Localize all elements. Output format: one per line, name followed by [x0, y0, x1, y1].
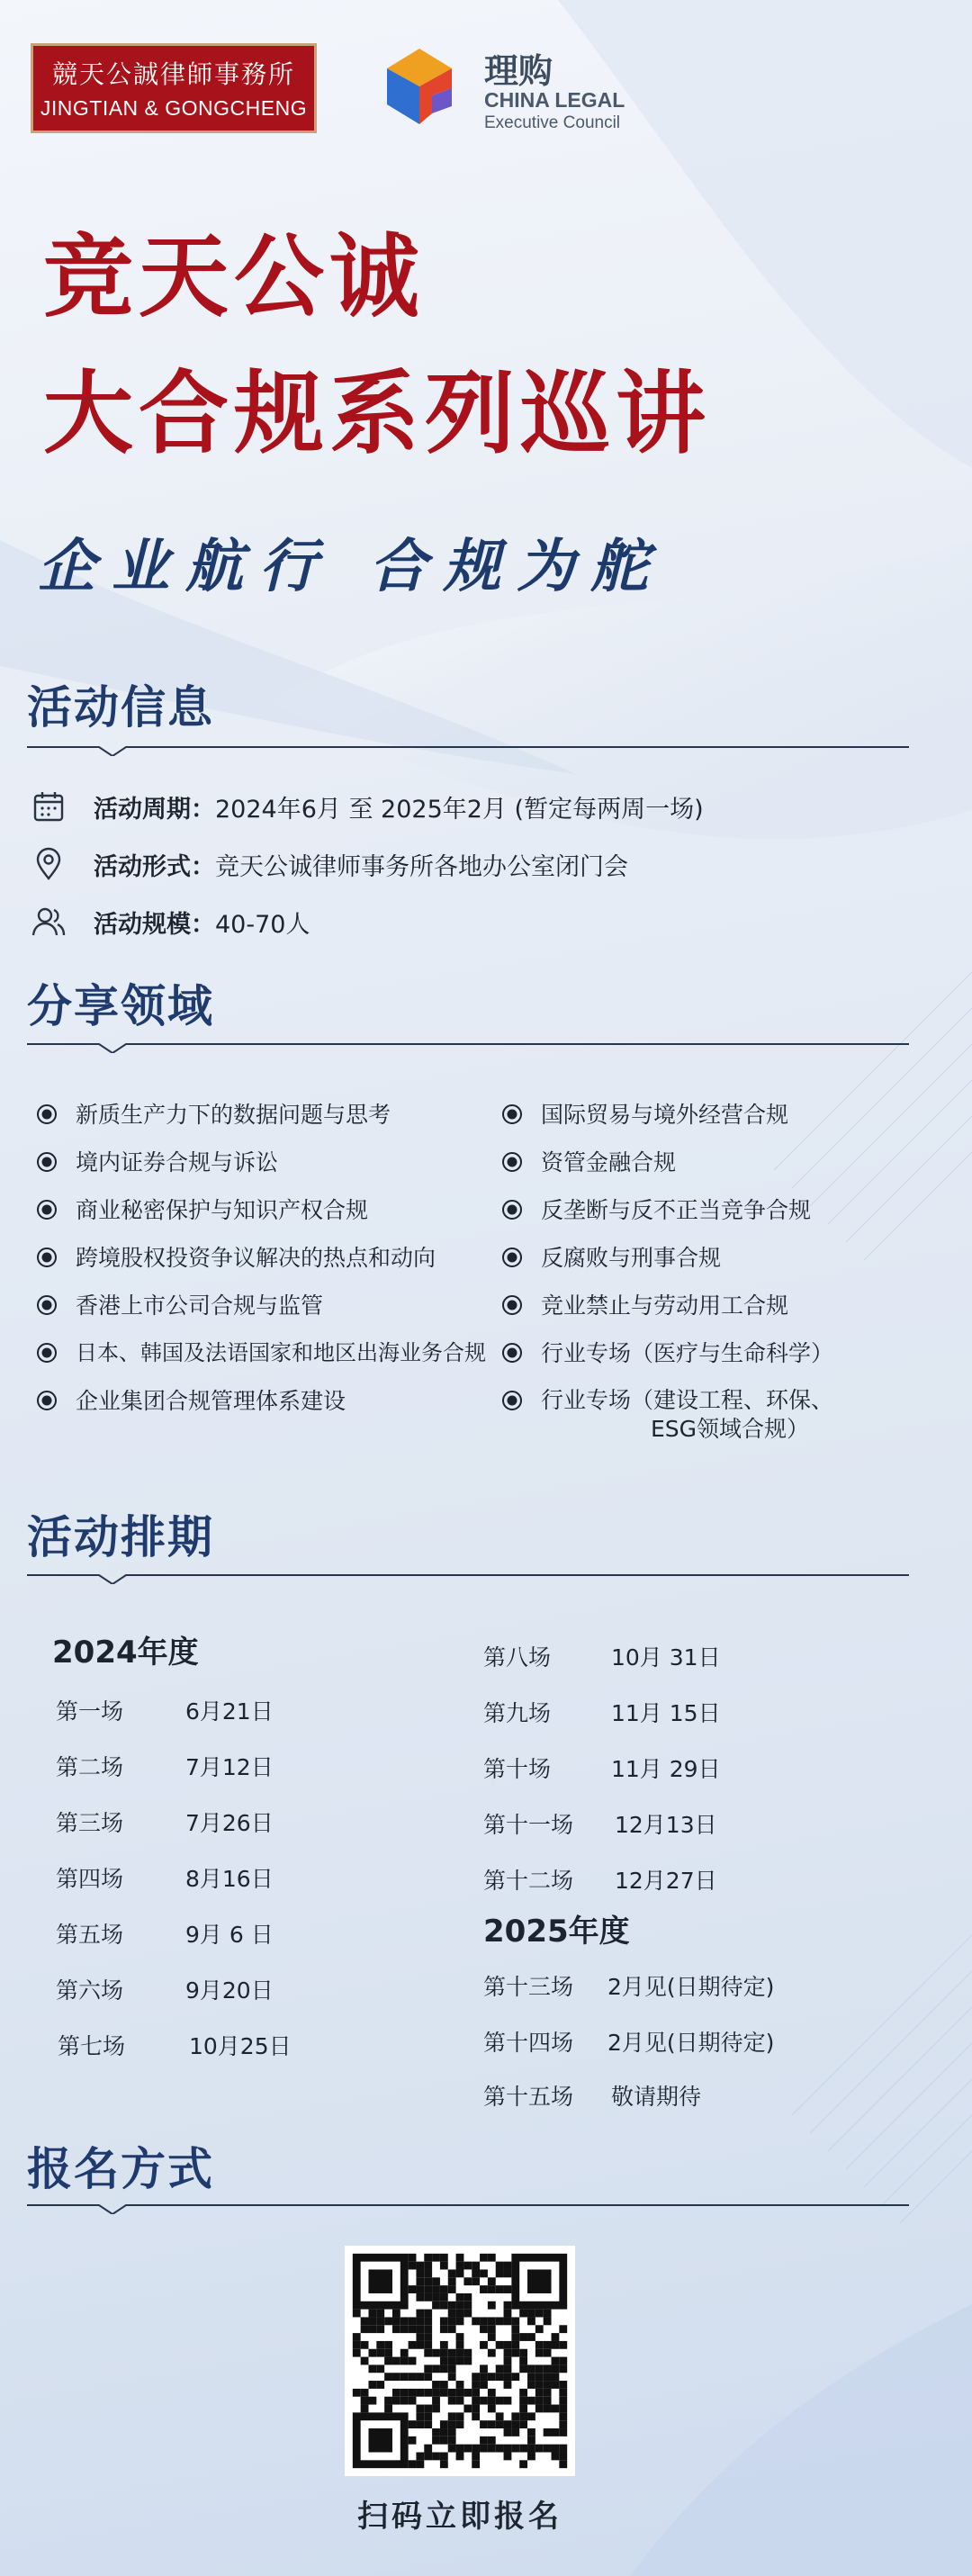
session-name: 第四场 — [56, 1866, 124, 1892]
topic-text: 商业秘密保护与知识产权合规 — [76, 1197, 369, 1223]
session-date: 7月12日 — [185, 1754, 274, 1780]
session-date: 7月26日 — [185, 1810, 274, 1836]
session-date: 11月 29日 — [611, 1756, 721, 1782]
headline-line-2: 大合规系列巡讲 — [43, 361, 711, 466]
schedule-row — [483, 1696, 721, 1728]
topic-text: ESG领域合规） — [651, 1416, 810, 1442]
session-date: 8月16日 — [185, 1866, 274, 1892]
topic-text: 反腐败与刑事合规 — [541, 1245, 722, 1271]
topic-text: 跨境股权投资争议解决的热点和动向 — [76, 1245, 436, 1271]
session-name: 第三场 — [56, 1810, 124, 1836]
topic-text: 境内证券合规与诉讼 — [76, 1149, 279, 1175]
section-title-topics: 分享领域 — [27, 980, 214, 1032]
jingtian-logo-cn: 競天公誠律師事務所 — [51, 59, 295, 89]
schedule-row — [483, 2025, 775, 2058]
topic-text: 行业专场（建设工程、环保、 — [541, 1387, 834, 1413]
session-date: 2月见(日期待定) — [608, 2030, 775, 2056]
schedule-row — [56, 1861, 274, 1894]
session-name: 第五场 — [56, 1922, 124, 1948]
session-name: 第七场 — [58, 2033, 126, 2059]
info-label: 活动形式： — [94, 852, 215, 881]
topic-text: 日本、韩国及法语国家和地区出海业务合规 — [76, 1340, 486, 1365]
schedule-row — [483, 1752, 721, 1784]
schedule-row — [483, 1969, 775, 2002]
session-name: 第一场 — [56, 1698, 124, 1725]
session-name: 第十场 — [483, 1756, 552, 1782]
china-legal-en2: Executive Council — [484, 113, 621, 132]
schedule-row — [56, 1694, 274, 1726]
topic-text: 国际贸易与境外经营合规 — [541, 1102, 789, 1128]
session-date: 12月27日 — [615, 1868, 717, 1894]
session-name: 第十一场 — [483, 1812, 574, 1838]
schedule-row — [483, 1807, 717, 1840]
session-name: 第六场 — [56, 1977, 124, 2004]
topic-text: 企业集团合规管理体系建设 — [76, 1388, 346, 1414]
schedule-row — [483, 1640, 721, 1672]
session-date: 10月 31日 — [611, 1644, 721, 1671]
session-date: 6月21日 — [185, 1698, 274, 1725]
china-legal-en1: CHINA LEGAL — [484, 88, 626, 112]
schedule-row — [56, 1917, 274, 1950]
schedule-row — [483, 2079, 702, 2112]
schedule-row — [56, 1806, 274, 1838]
china-legal-cn: 理购 — [484, 51, 554, 91]
session-date: 9月 6 日 — [185, 1922, 274, 1948]
session-name: 第八场 — [483, 1644, 552, 1671]
section-title-info: 活动信息 — [27, 681, 214, 734]
schedule-row — [58, 2029, 292, 2061]
session-name: 第十四场 — [483, 2030, 574, 2056]
qr-caption: 扫码立即报名 — [357, 2499, 562, 2535]
section-title-register: 报名方式 — [27, 2143, 214, 2195]
session-date: 10月25日 — [189, 2033, 292, 2059]
schedule-row — [56, 1973, 274, 2005]
headline-line-1: 竞天公诚 — [43, 224, 425, 329]
info-value: 2024年6月 至 2025年2月 (暂定每两周一场) — [215, 795, 704, 824]
session-date: 12月13日 — [615, 1812, 717, 1838]
info-label: 活动规模： — [94, 910, 215, 939]
schedule-row — [56, 1750, 274, 1782]
info-value: 竞天公诚律师事务所各地办公室闭门会 — [215, 852, 628, 881]
topic-text: 反垄断与反不正当竞争合规 — [541, 1197, 812, 1223]
registration-qr-code[interactable] — [345, 2246, 575, 2476]
session-date: 敬请期待 — [611, 2084, 702, 2110]
topic-text: 行业专场（医疗与生命科学） — [541, 1340, 834, 1366]
schedule-row — [483, 1863, 717, 1896]
topic-text: 香港上市公司合规与监管 — [76, 1293, 324, 1319]
jingtian-logo-en: JINGTIAN & GONGCHENG — [40, 96, 308, 120]
topic-text: 新质生产力下的数据问题与思考 — [76, 1102, 392, 1128]
session-name: 第二场 — [56, 1754, 124, 1780]
section-divider — [27, 2196, 909, 2214]
info-label: 活动周期： — [94, 795, 215, 824]
section-title-schedule: 活动排期 — [27, 1511, 214, 1563]
slogan: 企业航行 合规为舵 — [38, 533, 665, 600]
session-date: 11月 15日 — [611, 1700, 721, 1726]
session-date: 9月20日 — [185, 1977, 274, 2004]
year-2024-heading: 2024年度 — [52, 1635, 199, 1671]
qr-code-icon — [345, 2246, 575, 2476]
session-date: 2月见(日期待定) — [608, 1974, 775, 2000]
session-name: 第十五场 — [483, 2084, 574, 2110]
session-name: 第九场 — [483, 1700, 552, 1726]
session-name: 第十三场 — [483, 1974, 574, 2000]
topic-text: 资管金融合规 — [541, 1149, 677, 1175]
session-name: 第十二场 — [483, 1868, 574, 1894]
topic-text: 竞业禁止与劳动用工合规 — [541, 1293, 789, 1319]
info-value: 40-70人 — [215, 910, 310, 939]
year-2025-heading: 2025年度 — [483, 1914, 630, 1950]
